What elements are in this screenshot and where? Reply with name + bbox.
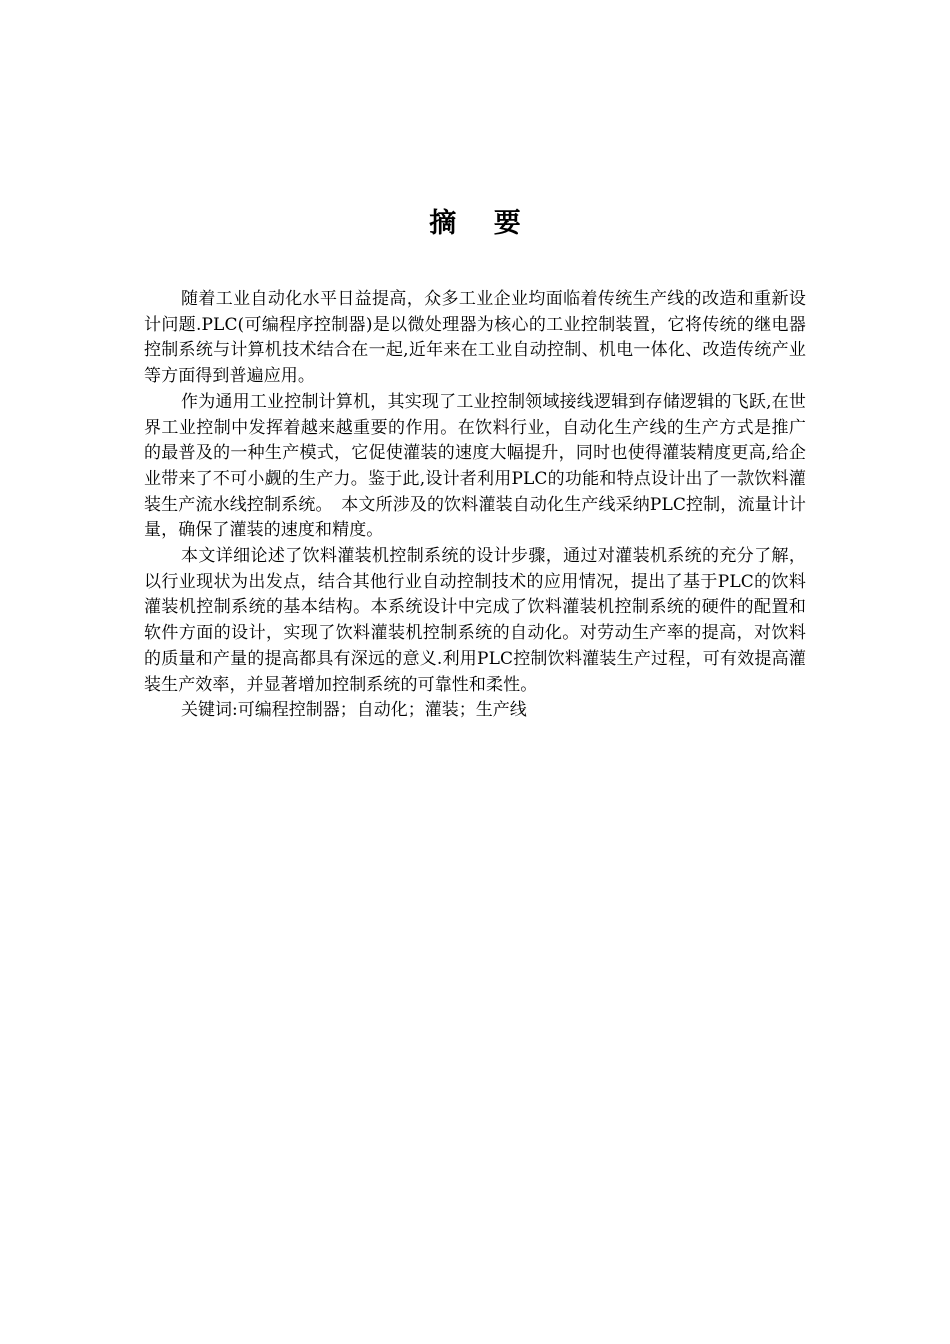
abstract-body — [144, 287, 806, 724]
abstract-paragraph-3: 本文详细论述了饮料灌装机控制系统的设计步骤，通过对灌装机系统的充分了解，以行业现状为出发点，结合其他行业自动控制技术的应用情况，提出了基于PLC的饮料灌装机控制系统的基本结构。本系统设计中完成了饮料灌装机控制系统的硬件的配置和软件方面的设计，实现了饮料灌装机控制系统的自动化。对劳动生产率的提高，对饮料的质量和产量的提高都具有深远的意义.利用PLC控制饮料灌装生产过程，可有效提高灌装生产效率，并显著增加控制系统的可靠性和柔性。 — [144, 546, 806, 695]
abstract-paragraph-2: 作为通用工业控制计算机，其实现了工业控制领域接线逻辑到存储逻辑的飞跃,在世界工业控制中发挥着越来越重要的作用。在饮料行业，自动化生产线的生产方式是推广的最普及的一种生产模式，它促使灌装的速度大幅提升，同时也使得灌装精度更高,给企业带来了不可小觑的生产力。鉴于此,设计者利用PLC的功能和特点设计出了一款饮料灌装生产流水线控制系统。 本文所涉及的饮料灌装自动化生产线采纳PLC控制，流量计计量，确保了灌装的速度和精度。 — [144, 391, 806, 541]
abstract-title: 摘 要 — [429, 208, 535, 239]
keywords-line: 关键词:可编程控制器；自动化；灌装；生产线 — [181, 700, 527, 721]
abstract-paragraph-1: 随着工业自动化水平日益提高，众多工业企业均面临着传统生产线的改造和重新设计问题.PLC(可编程序控制器)是以微处理器为核心的工业控制装置，它将传统的继电器控制系统与计算机技术结合在一起,近年来在工业自动控制、机电一体化、改造传统产业等方面得到普遍应用。 — [144, 289, 806, 387]
